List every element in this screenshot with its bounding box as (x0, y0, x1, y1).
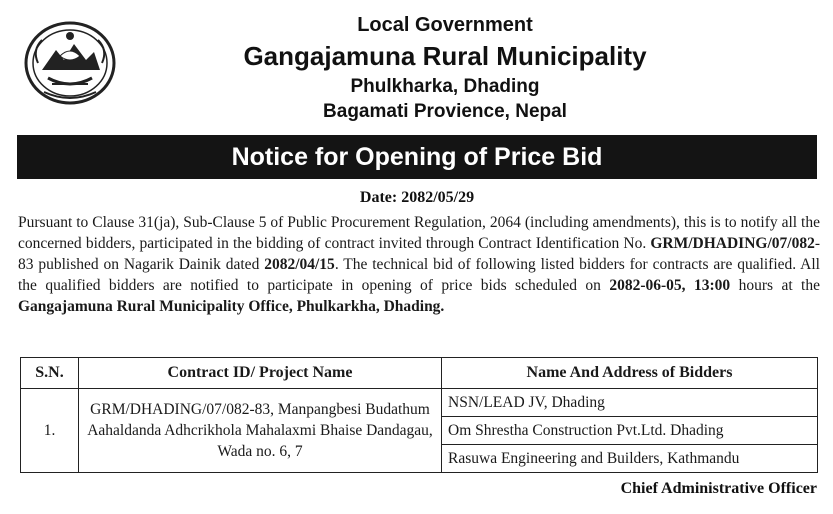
bidder-name: Om Shrestha Construction Pvt.Ltd. Dhading (442, 417, 818, 445)
row-contract-project: GRM/DHADING/07/082-83, Manpangbesi Budathum Aahaldanda Adhcrikhola Mahalaxmi Bhaise Dandagau, Wada no. 6, 7 (79, 389, 442, 473)
row-serial-number: 1. (21, 389, 79, 473)
notice-paragraph (18, 212, 820, 317)
header-local-government: Local Government (357, 14, 533, 36)
bidder-name: Rasuwa Engineering and Builders, Kathmandu (442, 445, 818, 473)
published-date: 2082/04/15 (264, 256, 335, 273)
header-location: Phulkharka, Dhading (350, 76, 540, 97)
table-header-row (21, 358, 818, 389)
header-municipality-name: Gangajamuna Rural Municipality (243, 41, 647, 71)
paragraph-text-2: -83 published on Nagarik Dainik dated (18, 235, 820, 273)
column-header-contract: Contract ID/ Project Name (79, 358, 442, 389)
bidder-name: NSN/LEAD JV, Dhading (442, 389, 818, 417)
price-bid-schedule: 2082-06-05, 13:00 (609, 277, 731, 294)
bidders-table (20, 357, 818, 473)
paragraph-text-1: Pursuant to Clause 31(ja), Sub-Clause 5 of Public Procurement Regulation, 2064 (including amendments), this is to notify all the concerned bidders, participated in the bidding of contract invited through Contract Identification No. (18, 214, 820, 252)
signature-chief-administrative-officer: Chief Administrative Officer (620, 480, 817, 497)
paragraph-text-4: hours at the (730, 277, 820, 294)
price-bid-venue: Gangajamuna Rural Municipality Office, Phulkarkha, Dhading. (18, 298, 445, 315)
nepal-government-emblem-icon (22, 20, 118, 106)
paragraph-text-3: . The technical bid of following listed bidders for contracts are qualified. All the qualified bidders are notified to participate in opening of price bids scheduled on (18, 256, 820, 294)
notice-date: Date: 2082/05/29 (359, 189, 475, 206)
notice-title-banner: Notice for Opening of Price Bid (17, 135, 817, 179)
column-header-sn: S.N. (21, 358, 79, 389)
header-province: Bagamati Provience, Nepal (323, 101, 567, 122)
column-header-bidders: Name And Address of Bidders (442, 358, 818, 389)
table-row (21, 389, 818, 417)
contract-identification-number: GRM/DHADING/07/082 (650, 235, 815, 252)
